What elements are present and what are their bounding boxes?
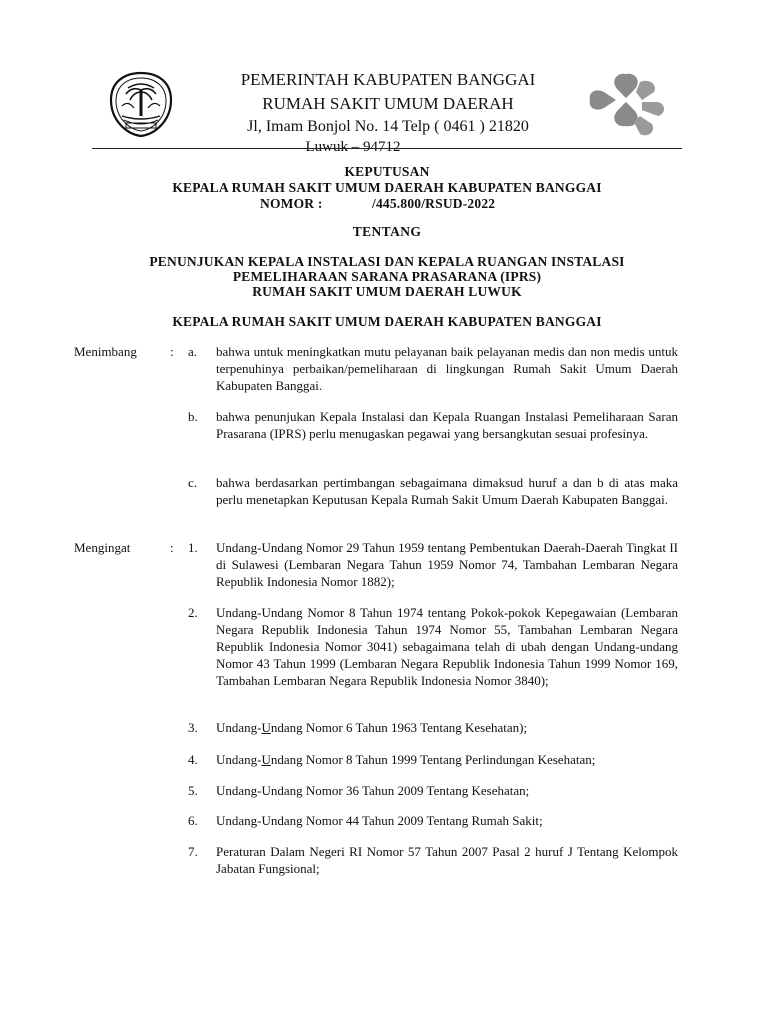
letterhead-divider: [92, 148, 682, 149]
subject-line-2: PEMELIHARAAN SARANA PRASARANA (IPRS): [232, 269, 542, 284]
menimbang-colon: :: [170, 344, 174, 359]
item-text: Undang-Undang Nomor 36 Tahun 2009 Tentang Kesehatan;: [216, 783, 530, 798]
hospital-city: Luwuk – 94712: [305, 139, 401, 155]
decree-title: [92, 164, 682, 212]
item-text: Undang-Undang Nomor 29 Tahun 1959 tentang Pembentukan Daerah-Daerah Tingkat II di Sulawesi (Lembaran Negara Tahun 1959 Nomor 74, Tambahan Lembaran Negara Republik Indonesia Nomor 1882);: [216, 540, 678, 589]
banggai-regency-emblem-icon: [108, 70, 174, 138]
item-marker: c.: [188, 475, 198, 490]
mengingat-colon: :: [170, 540, 174, 555]
item-marker: 1.: [188, 540, 198, 555]
menimbang-label: Menimbang: [74, 344, 137, 359]
item-text: bahwa berdasarkan pertimbangan sebagaimana dimaksud huruf a dan b di atas maka perlu menetapkan Keputusan Kepala Rumah Sakit Umum Daerah Kabupaten Banggai.: [216, 475, 678, 507]
item-marker: 2.: [188, 605, 198, 620]
decree-number-row: [92, 196, 682, 212]
item-text: [216, 751, 678, 768]
item-marker: b.: [188, 409, 198, 424]
item-marker: 3.: [188, 720, 198, 735]
item-text: Undang-Undang Nomor 44 Tahun 2009 Tentang Rumah Sakit;: [216, 813, 543, 828]
item-text-part: ndang Nomor 6 Tahun 1963 Tentang Kesehatan);: [270, 720, 528, 735]
item-marker: 6.: [188, 813, 198, 828]
item-text-part: ndang Nomor 8 Tahun 1999 Tentang Perlindungan Kesehatan;: [270, 752, 596, 767]
tentang-heading: TENTANG: [352, 224, 422, 239]
hospital-name: RUMAH SAKIT UMUM DAERAH: [262, 94, 514, 113]
hospital-address: Jl, Imam Bonjol No. 14 Telp ( 0461 ) 21820: [247, 118, 529, 135]
government-name: PEMERINTAH KABUPATEN BANGGAI: [240, 70, 536, 89]
item-marker: 7.: [188, 844, 198, 859]
decree-authority: KEPALA RUMAH SAKIT UMUM DAERAH KABUPATEN BANGGAI: [172, 314, 602, 329]
decree-issuer: KEPALA RUMAH SAKIT UMUM DAERAH KABUPATEN BANGGAI: [172, 180, 602, 195]
hospital-leaf-logo-icon: [586, 70, 666, 140]
decree-number-value: /445.800/RSUD-2022: [372, 196, 496, 211]
item-text-part: Undang-: [216, 720, 262, 735]
item-text: bahwa untuk meningkatkan mutu pelayanan baik pelayanan medis dan non medis untuk terpenuhinya perbaikan/pemeliharaan di lingkungan Rumah Sakit Umum Daerah Kabupaten Banggai.: [216, 344, 678, 393]
item-text: Undang-Undang Nomor 8 Tahun 1974 tentang Pokok-pokok Kepegawaian (Lembaran Negara Republik Indonesia Tahun 1974 Nomor 55, Tambahan Lembaran Negara Republik Indonesia Nomor 3041) sebagaimana telah di ubah dengan Undang-undang Nomor 43 Tahun 1999 (Lembaran Negara Republik Indonesia Tahun 1999 Nomor 169, Tambahan Lembaran Negara Republik Indonesia Nomor 3840);: [216, 605, 678, 688]
decree-number-label: NOMOR :: [260, 196, 323, 211]
subject-line-3: RUMAH SAKIT UMUM DAERAH LUWUK: [252, 284, 522, 299]
mengingat-label: Mengingat: [74, 540, 131, 555]
item-marker: 5.: [188, 783, 198, 798]
letterhead: [92, 66, 682, 155]
subject-line-1: PENUNJUKAN KEPALA INSTALASI DAN KEPALA RUANGAN INSTALASI: [149, 254, 625, 269]
item-marker: a.: [188, 344, 198, 359]
decree-subject: [92, 254, 682, 299]
letterhead-text: [188, 66, 588, 156]
item-text-underlined: U: [261, 720, 271, 735]
item-text: bahwa penunjukan Kepala Instalasi dan Kepala Ruangan Instalasi Pemeliharaan Saran Prasarana (IPRS) perlu menugaskan pegawai yang bersangkutan sesuai profesinya.: [216, 409, 678, 441]
item-text: [216, 719, 678, 736]
item-text: Peraturan Dalam Negeri RI Nomor 57 Tahun 2007 Pasal 2 huruf J Tentang Kelompok Jabatan Fungsional;: [216, 844, 678, 876]
item-marker: 4.: [188, 752, 198, 767]
item-text-part: Undang-: [216, 752, 262, 767]
item-text-underlined: U: [261, 752, 271, 767]
decree-heading: KEPUTUSAN: [344, 164, 430, 179]
